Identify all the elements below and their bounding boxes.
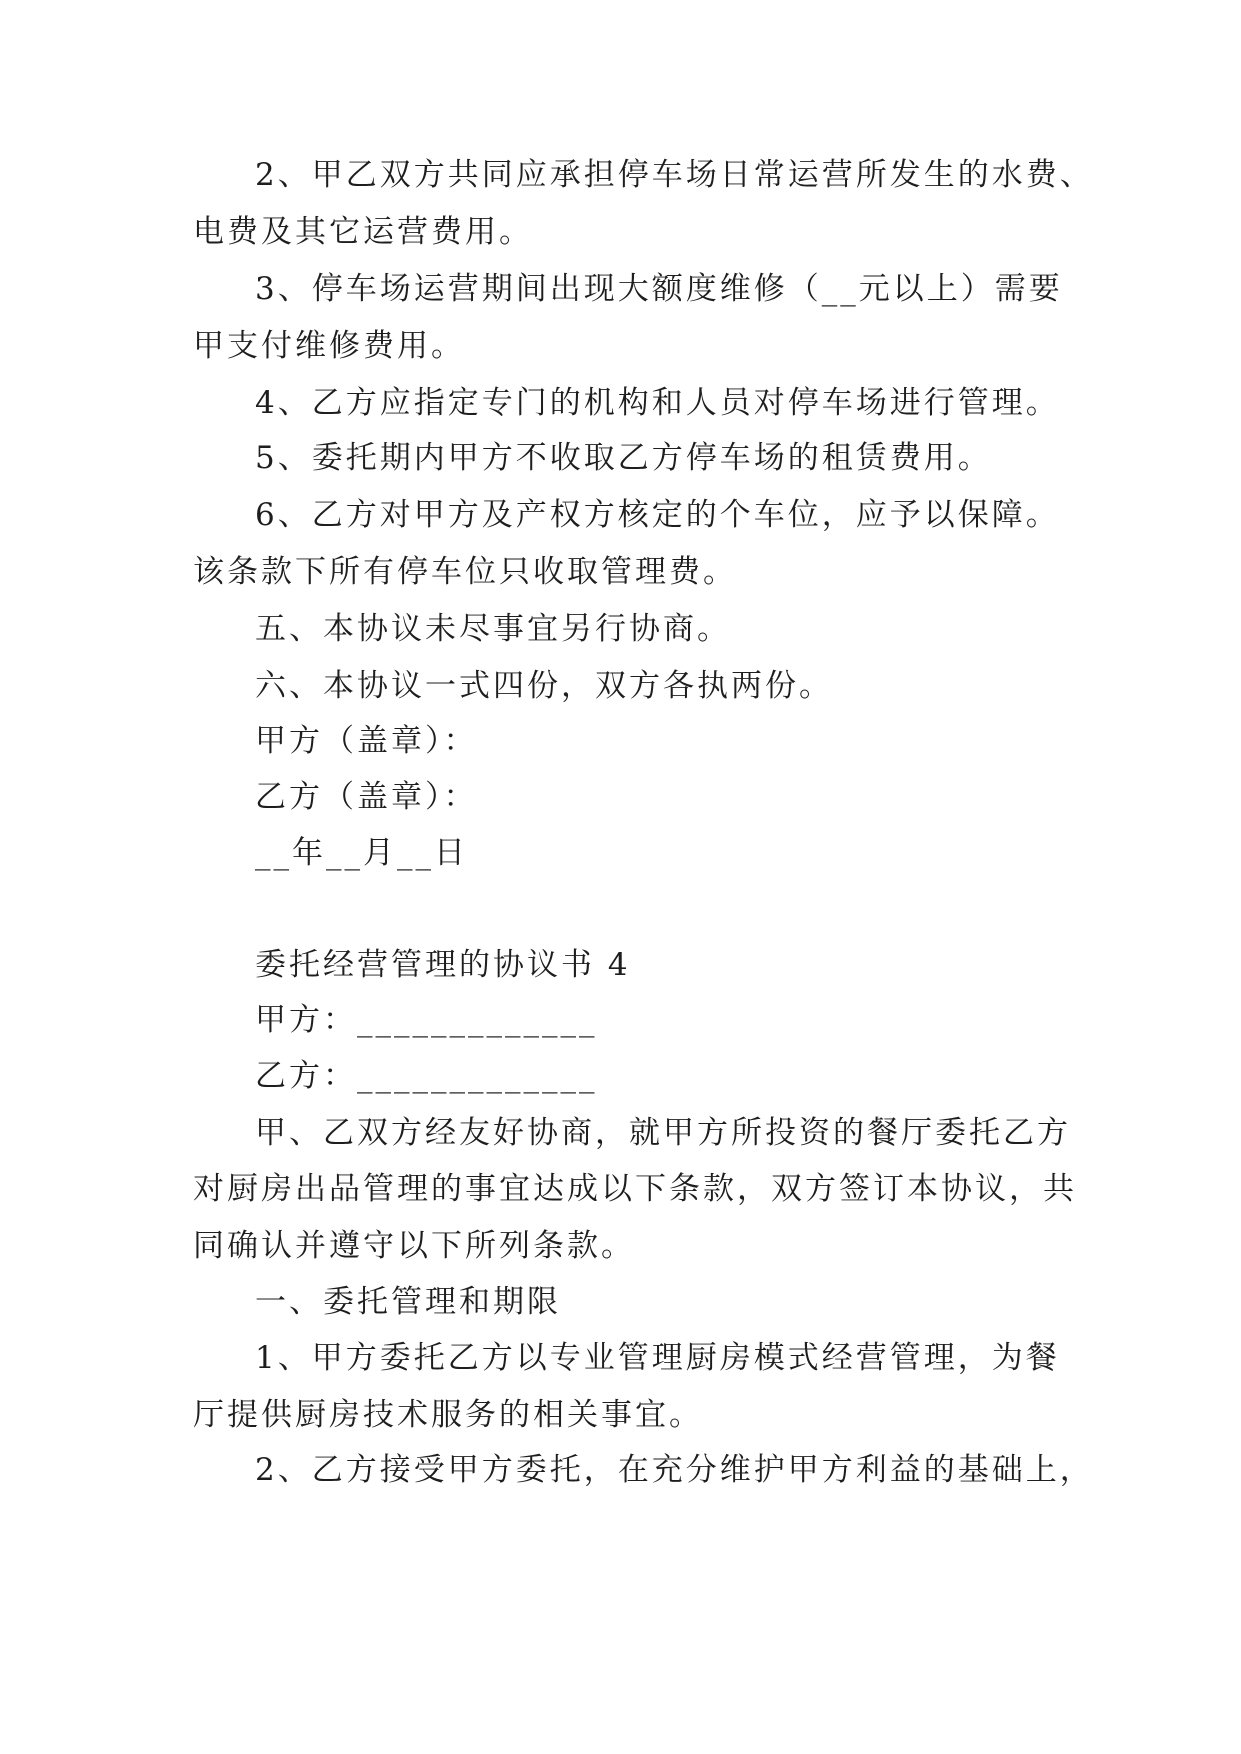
paragraph-line: 厅提供厨房技术服务的相关事宜。 bbox=[193, 1397, 703, 1433]
party-a-line: 甲方：_____________ bbox=[255, 1002, 598, 1038]
section-title: 委托经营管理的协议书 4 bbox=[255, 947, 631, 983]
paragraph-line: 2、乙方接受甲方委托，在充分维护甲方利益的基础上， bbox=[255, 1452, 1094, 1488]
signature-line-party-a: 甲方（盖章）： bbox=[255, 723, 478, 759]
paragraph-line: 该条款下所有停车位只收取管理费。 bbox=[193, 554, 737, 590]
paragraph-line: 电费及其它运营费用。 bbox=[193, 214, 533, 250]
paragraph-line: 对厨房出品管理的事宜达成以下条款，双方签订本协议，共 bbox=[193, 1171, 1077, 1207]
paragraph-line: 2、甲乙双方共同应承担停车场日常运营所发生的水费、 bbox=[255, 157, 1094, 193]
paragraph-line: 1、甲方委托乙方以专业管理厨房模式经营管理，为餐 bbox=[255, 1340, 1060, 1376]
paragraph-line: 六、本协议一式四份，双方各执两份。 bbox=[255, 668, 833, 704]
paragraph-line: 甲、乙双方经友好协商，就甲方所投资的餐厅委托乙方 bbox=[255, 1115, 1071, 1151]
party-b-line: 乙方：_____________ bbox=[255, 1058, 598, 1094]
paragraph-line: 6、乙方对甲方及产权方核定的个车位，应予以保障。 bbox=[255, 497, 1060, 533]
paragraph-line: 甲支付维修费用。 bbox=[193, 328, 465, 364]
paragraph-line: 3、停车场运营期间出现大额度维修（__元以上）需要 bbox=[255, 271, 1063, 307]
paragraph-line: 5、委托期内甲方不收取乙方停车场的租赁费用。 bbox=[255, 440, 992, 476]
date-line: __年__月__日 bbox=[255, 835, 468, 871]
paragraph-line: 同确认并遵守以下所列条款。 bbox=[193, 1228, 635, 1264]
paragraph-line: 4、乙方应指定专门的机构和人员对停车场进行管理。 bbox=[255, 385, 1060, 421]
paragraph-line: 五、本协议未尽事宜另行协商。 bbox=[255, 611, 731, 647]
signature-line-party-b: 乙方（盖章）： bbox=[255, 779, 478, 815]
clause-heading: 一、委托管理和期限 bbox=[255, 1284, 561, 1320]
